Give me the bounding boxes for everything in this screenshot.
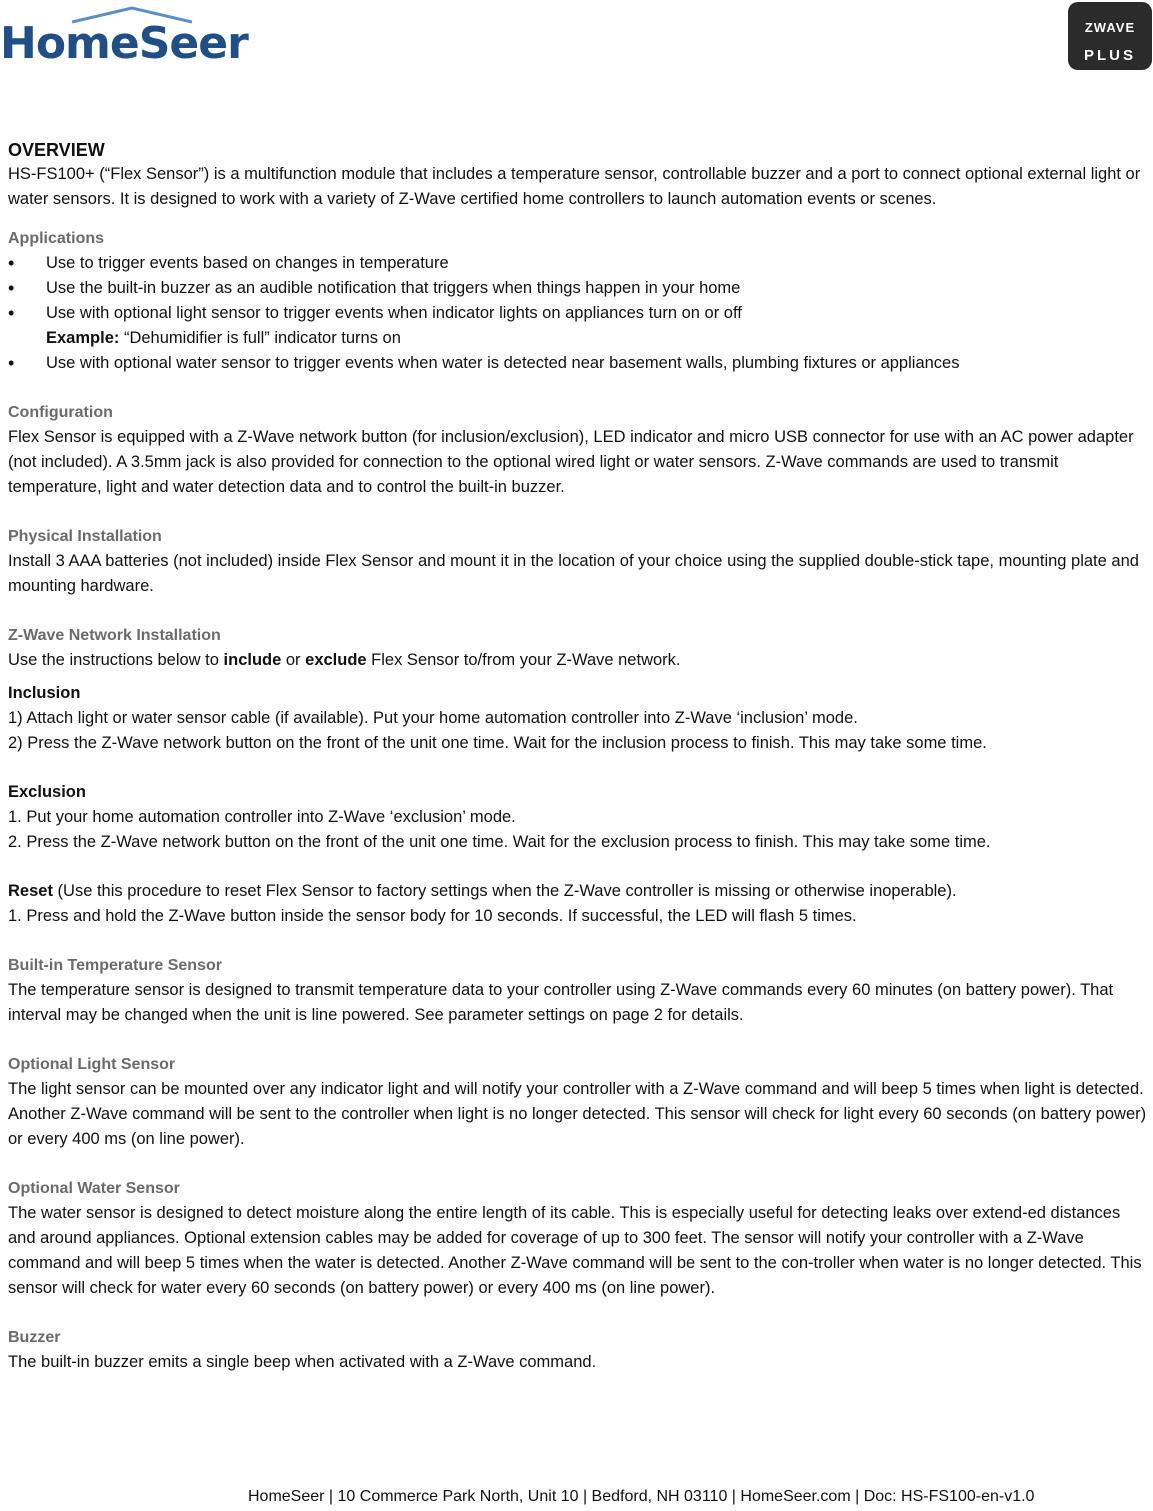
exclude-word: exclude <box>305 651 367 669</box>
overview-title: OVERVIEW <box>8 140 105 160</box>
roof-icon <box>72 6 192 24</box>
example-line <box>8 326 1148 351</box>
badge-bottom-text: PLUS <box>1083 47 1136 64</box>
homeseer-logo <box>0 6 248 74</box>
list-item: • Use with optional light sensor to trigger events when indicator lights on appliances turn on or off <box>8 301 1148 326</box>
overview-text: HS-FS100+ (“Flex Sensor”) is a multifunction module that includes a temperature sensor, controllable buzzer and a port to connect optional external light or water sensors. It is designed to work with a variety of Z-Wave certified home controllers to launch automation events or scenes. <box>8 165 1141 208</box>
buzzer-title: Buzzer <box>8 1329 61 1346</box>
intro-pre: Use the instructions below to <box>8 651 224 669</box>
exclusion-step: 2. Press the Z-Wave network button on the front of the unit one time. Wait for the exclusion process to finish. This may take some time. <box>8 833 991 851</box>
example-label: Example: <box>46 329 120 347</box>
inclusion-title: Inclusion <box>8 684 81 702</box>
list-item: • Use the built-in buzzer as an audible notification that triggers when things happen in your home <box>8 276 1148 301</box>
reset-line <box>8 879 1148 904</box>
inclusion-step: 2) Press the Z-Wave network button on the front of the unit one time. Wait for the inclusion process to finish. This may take some time. <box>8 734 987 752</box>
exclusion-step: 1. Put your home automation controller into Z-Wave ‘exclusion’ mode. <box>8 808 516 826</box>
zwave-plus-badge <box>1068 2 1152 70</box>
document-body <box>8 138 1148 1375</box>
temperature-title: Built-in Temperature Sensor <box>8 957 222 974</box>
zwave-intro <box>8 648 1148 673</box>
zwave-installation-title: Z-Wave Network Installation <box>8 627 221 644</box>
list-item: • Use to trigger events based on changes in temperature <box>8 251 1148 276</box>
page-header <box>0 0 1153 80</box>
physical-installation-title: Physical Installation <box>8 528 162 545</box>
physical-installation-text: Install 3 AAA batteries (not included) inside Flex Sensor and mount it in the location of your choice using the supplied double-stick tape, mounting plate and mounting hardware. <box>8 552 1139 595</box>
light-sensor-title: Optional Light Sensor <box>8 1056 176 1073</box>
intro-post: Flex Sensor to/from your Z-Wave network. <box>366 651 681 669</box>
temperature-text: The temperature sensor is designed to transmit temperature data to your controller using Z-Wave commands every 60 minutes (on battery power). That interval may be changed when the unit is line powered. See parameter settings on page 2 for details. <box>8 981 1114 1024</box>
badge-top-text: ZWAVE <box>1084 20 1136 35</box>
applications-list-cont <box>8 351 1148 376</box>
reset-step: 1. Press and hold the Z-Wave button inside the sensor body for 10 seconds. If successful, the LED will flash 5 times. <box>8 907 857 925</box>
water-sensor-title: Optional Water Sensor <box>8 1180 180 1197</box>
configuration-title: Configuration <box>8 404 113 421</box>
exclusion-title: Exclusion <box>8 783 86 801</box>
include-word: include <box>223 651 282 669</box>
list-item: • Use with optional water sensor to trigger events when water is detected near basement walls, plumbing fixtures or appliances <box>8 351 1148 376</box>
applications-title: Applications <box>8 230 105 247</box>
water-sensor-text: The water sensor is designed to detect moisture along the entire length of its cable. This is especially useful for detecting leaks over extend-ed distances and around appliances. Optional extension cables may be added for coverage of up to 300 feet. The sensor will notify your controller with a Z-Wave command and will beep 5 times when the water is detected. Another Z-Wave command will be sent to the con-troller when water is no longer detected. This sensor will check for water every 60 seconds (on battery power) or every 400 ms (on line power). <box>8 1204 1142 1297</box>
or-word: or <box>281 651 306 669</box>
reset-title: Reset <box>8 882 53 900</box>
buzzer-text: The built-in buzzer emits a single beep when activated with a Z-Wave command. <box>8 1353 597 1371</box>
light-sensor-text: The light sensor can be mounted over any indicator light and will notify your controller with a Z-Wave command and will beep 5 times when light is detected. Another Z-Wave command will be sent to the controller when light is no longer detected. This sensor will check for light every 60 seconds (on battery power) or every 400 ms (on line power). <box>8 1080 1147 1148</box>
example-text: “Dehumidifier is full” indicator turns on <box>123 329 401 347</box>
page-footer: HomeSeer | 10 Commerce Park North, Unit 10 | Bedford, NH 03110 | HomeSeer.com | Doc: HS-FS100-en-v1.0 <box>248 1488 1035 1505</box>
reset-text: (Use this procedure to reset Flex Sensor to factory settings when the Z-Wave controller is missing or otherwise inoperable). <box>52 882 957 900</box>
applications-list <box>8 251 1148 326</box>
configuration-text: Flex Sensor is equipped with a Z-Wave network button (for inclusion/exclusion), LED indicator and micro USB connector for use with an AC power adapter (not included). A 3.5mm jack is also provided for connection to the optional wired light or water sensors. Z-Wave commands are used to transmit temperature, light and water detection data and to control the built-in buzzer. <box>8 428 1134 496</box>
logo-text: HomeSeer <box>0 18 248 69</box>
inclusion-step: 1) Attach light or water sensor cable (if available). Put your home automation controller into Z-Wave ‘inclusion’ mode. <box>8 709 858 727</box>
